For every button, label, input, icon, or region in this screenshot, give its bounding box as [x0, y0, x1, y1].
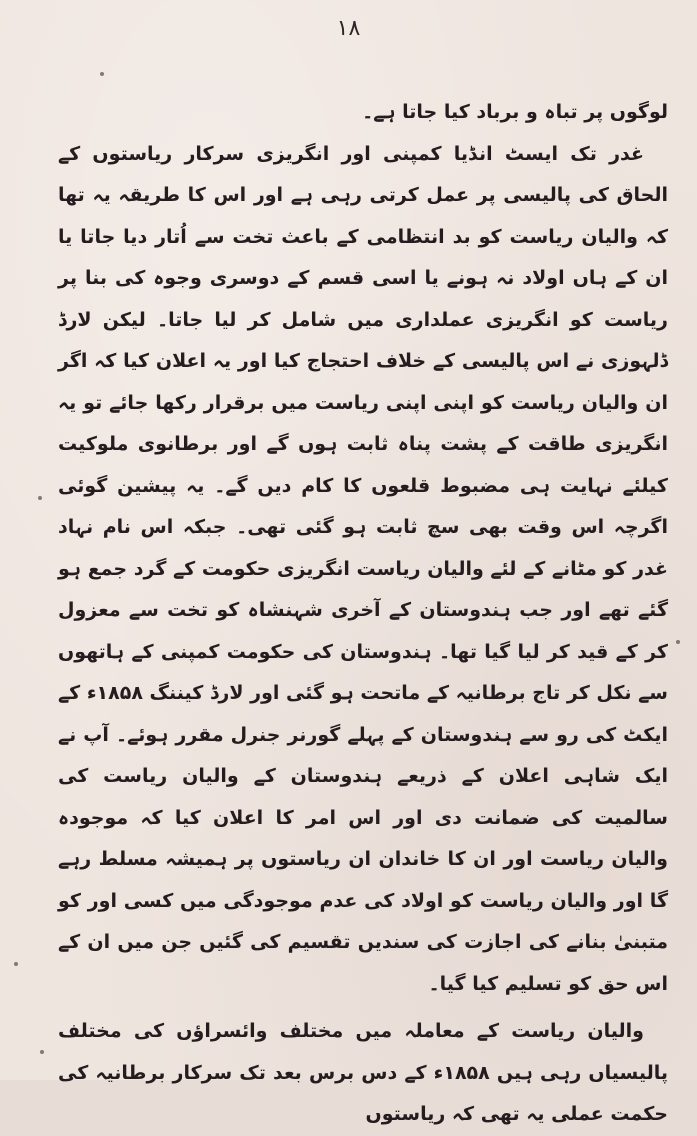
paper-speck	[676, 640, 680, 644]
body-text	[58, 92, 668, 1136]
paper-speck	[14, 962, 18, 966]
paper-speck	[40, 1050, 44, 1054]
paper-speck	[38, 496, 42, 500]
paragraph-continuation: لوگوں پر تباہ و برباد کیا جاتا ہے۔	[362, 101, 668, 123]
paragraph-annexation-policy: غدر تک ایسٹ انڈیا کمپنی اور انگریزی سرکار ریاستوں کے الحاق کی پالیسی پر عمل کرتی رہی ہے اور اس کا طریقہ یہ تھا کہ والیان ریاست کو بد انتظامی کے باعث تخت سے اُتار دیا جاتا یا ان کے ہاں اولاد نہ ہونے یا اسی قسم کے دوسری وجوہ کی بنا پر ریاست کو انگریزی عملداری میں شامل کر لیا جاتا۔ لیکن لارڈ ڈلہوزی نے اس پالیسی کے خلاف احتجاج کیا اور یہ اعلان کیا کہ اگر ان والیان ریاست کو اپنی اپنی ریاست میں برقرار رکھا جائے تو یہ انگریزی طاقت کے پشت پناہ ثابت ہوں گے اور برطانوی ملوکیت کیلئے نہایت ہی مضبوط قلعوں کا کام دیں گے۔ یہ پیشین گوئی اگرچہ اس وقت بھی سچ ثابت ہو گئی تھی۔ جبکہ اس نام نہاد غدر کو مٹانے کے لئے والیان ریاست انگریزی حکومت کے گرد جمع ہو گئے تھے اور جب ہندوستان کے آخری شہنشاہ کو تخت سے معزول کر کے قید کر لیا گیا تھا۔ ہندوستان کی حکومت کمپنی کے ہاتھوں سے نکل کر تاج برطانیہ کے ماتحت ہو گئی اور لارڈ کیننگ ۱۸۵۸ء کے ایکٹ کی رو سے ہندوستان کے پہلے گورنر جنرل مقرر ہوئے۔ آپ نے ایک شاہی اعلان کے ذریعے ہندوستان کے والیان ریاست کی سالمیت کی ضمانت دی اور اس امر کا اعلان کیا کہ موجودہ والیان ریاست اور ان کا خاندان ان ریاستوں پر ہمیشہ مسلط رہے گا اور والیان ریاست کو اولاد کی عدم موجودگی میں کسی اور کو متبنیٰ بنانے کی اجازت کی سندیں تقسیم کی گئیں جن میں ان کے اس حق کو تسلیم کیا گیا۔	[58, 142, 668, 995]
page-number: ۱۸	[336, 16, 361, 41]
paragraph-viceroy-policies: والیان ریاست کے معاملہ میں مختلف وائسراؤں کی مختلف پالیسیاں رہی ہیں ۱۸۵۸ء کے دس برس بعد تک سرکار برطانیہ کی حکمت عملی یہ تھی کہ ریاستوں	[58, 1020, 668, 1125]
paper-speck	[100, 72, 104, 76]
